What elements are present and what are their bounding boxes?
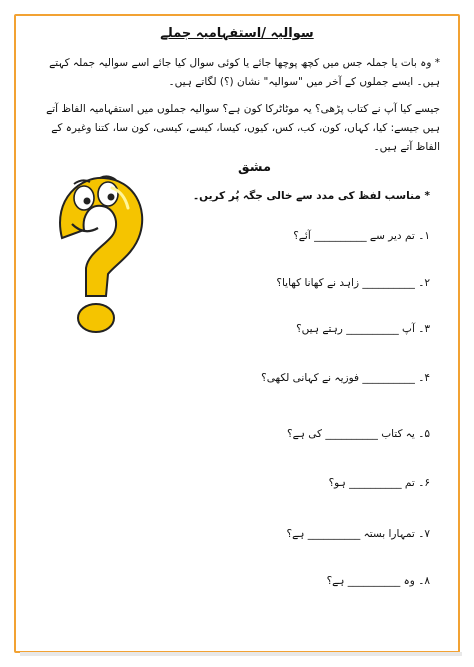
definition-paragraph: * وہ بات یا جملہ جس میں کچھ پوچھا جائے یا کوئی سوال کیا جائے اسے سوالیہ جملہ کہتے ہیں۔ ایسے جملوں کے آخر میں "سوالیہ" نشان (؟) لگاتے ہیں۔ bbox=[49, 57, 440, 88]
exercise-item bbox=[170, 277, 430, 293]
exercise-instruction: * مناسب لفظ کی مدد سے خالی جگہ پُر کریں۔ bbox=[192, 190, 430, 202]
exercise-number: ۳۔ bbox=[418, 323, 430, 335]
page-title: سوالیہ /استفہامیہ جملے bbox=[160, 26, 314, 41]
exercise-sentence: تمہارا بستہ __________ ہے؟ bbox=[286, 528, 415, 540]
exercise-sentence: تم __________ ہو؟ bbox=[328, 477, 415, 489]
exercise-item bbox=[170, 372, 430, 388]
exercise-number: ۱۔ bbox=[418, 230, 430, 242]
exercise-sentence: تم دیر سے __________ آئے؟ bbox=[293, 230, 415, 242]
exercise-number: ۸۔ bbox=[418, 575, 430, 587]
exercise-sentence: __________ فوزیہ نے کہانی لکھی؟ bbox=[261, 372, 415, 384]
exercise-sentence: یہ کتاب __________ کی ہے؟ bbox=[287, 428, 415, 440]
exercise-sentence: __________ زاہد نے کھانا کھایا؟ bbox=[276, 277, 415, 289]
question-mark-character-icon bbox=[42, 168, 152, 348]
page-shadow bbox=[20, 652, 462, 656]
exercise-item bbox=[170, 528, 430, 544]
exercise-item bbox=[170, 575, 430, 591]
exercise-number: ۵۔ bbox=[418, 428, 430, 440]
exercise-heading: مشق bbox=[238, 160, 271, 175]
exercise-number: ۶۔ bbox=[418, 477, 430, 489]
exercise-number: ۴۔ bbox=[418, 372, 430, 384]
exercise-item bbox=[170, 230, 430, 246]
exercise-item bbox=[170, 477, 430, 493]
exercise-number: ۷۔ bbox=[418, 528, 430, 540]
examples-paragraph: جیسے کیا آپ نے کتاب پڑھی؟ یہ موٹاٹرکا کون ہے؟ سوالیہ جملوں میں استفہامیہ الفاظ آتے ہیں جیسے: کیا، کہاں، کون، کب، کس، کیوں، کیسا، کیسے، کیسی، کون سا، کتنا وغیرہ کے الفاظ آتے ہیں۔ bbox=[46, 103, 440, 153]
exercise-sentence: وہ __________ ہے؟ bbox=[326, 575, 415, 587]
exercise-item bbox=[170, 428, 430, 444]
exercise-sentence: آپ __________ رہتے ہیں؟ bbox=[296, 323, 415, 335]
exercise-item bbox=[170, 323, 430, 339]
exercise-number: ۲۔ bbox=[418, 277, 430, 289]
